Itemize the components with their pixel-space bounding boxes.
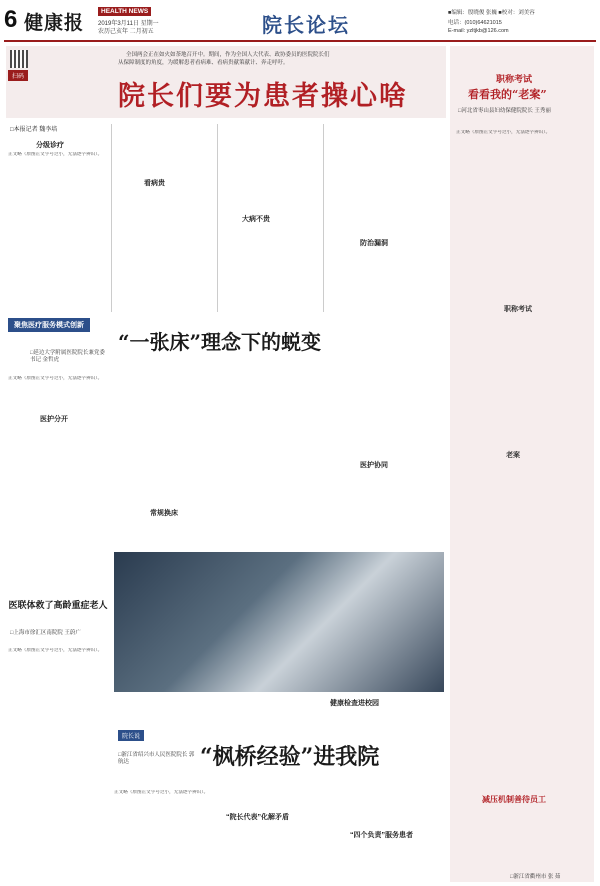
lead-body-col-3b	[220, 226, 320, 312]
lead-body-col-4	[326, 124, 444, 234]
banner-summary-1: 全国两会正在如火如荼地召开中。期间，作为全国人大代表、政协委员的医院院长们	[126, 52, 330, 58]
lead-body-col-2b	[114, 190, 214, 312]
sidebar-body-2	[456, 318, 588, 446]
column-rule	[217, 124, 218, 312]
sidebar-subhead-2: 老案	[506, 452, 520, 459]
lead-byline: □本报记者 魏李培	[10, 127, 58, 133]
main-headline: 院长们要为患者操心啥	[118, 81, 408, 112]
page-number: 6	[4, 6, 18, 33]
section-one-subhead-3: 医护协同	[360, 462, 388, 469]
section-two-body-1: 正文略（原图正文字号过小，无法逐字辨识）。	[114, 790, 209, 795]
qr-code-icon	[10, 50, 28, 68]
section-one-body-4	[114, 520, 214, 548]
section-two-subhead-2: “四个负责”服务患者	[350, 832, 413, 839]
masthead	[0, 0, 600, 42]
section-one-body-7	[326, 472, 444, 548]
section-two-body-3	[220, 824, 320, 880]
sidebar-subhead-1: 职称考试	[504, 306, 532, 313]
section-two-tag: 院长说	[118, 730, 144, 741]
lunar-date: 农历己亥年 二月初五	[98, 29, 154, 35]
section-one-body-3	[114, 356, 214, 506]
section-one-bar: 聚焦医疗服务模式创新	[8, 318, 90, 332]
section-one-subhead-1: 医护分开	[40, 416, 68, 423]
section-two-headline: “枫桥经验”进我院	[200, 744, 380, 770]
section-one-body-1: 正文略（原图正文字号过小，无法逐字辨识）。	[8, 376, 103, 381]
section-one-headline: “一张床”理念下的蜕变	[118, 330, 322, 354]
lead-subhead-3: 大病不贵	[242, 216, 270, 223]
section-two-body-5	[326, 842, 444, 880]
school-checkup-photo	[114, 552, 444, 692]
paper-name-en: HEALTH NEWS	[98, 7, 151, 16]
sidebar-body-4	[456, 666, 588, 786]
lead-body-col-3	[220, 124, 320, 210]
lead-body-col-2	[114, 124, 214, 174]
column-rule	[323, 124, 324, 312]
section-one-byline: □延边大学附属医院院长兼党委书记 金哲虎	[30, 350, 105, 363]
lead-body-col-1: 正文略（原图正文字号过小，无法逐字辨识）。	[8, 152, 103, 157]
date-line: 2019年3月11日 星期一	[98, 21, 159, 27]
photo-caption: 健康检查进校园	[330, 698, 379, 707]
contact-line-3: E-mail: yzltjkb@126.com	[448, 28, 509, 34]
section-two-byline: □浙江省绍兴市人民医院院长 郭航达	[118, 752, 195, 765]
left-mid-body: 正文略（原图正文字号过小，无法逐字辨识）。	[8, 648, 103, 653]
column-title: 院长论坛	[262, 13, 350, 37]
sidebar-bottom-headline: 减压机制善待员工	[482, 794, 546, 804]
section-one-body-6	[326, 356, 444, 456]
lead-body-col-4b	[326, 250, 444, 312]
contact-line-2: 电话：(010)64621015	[448, 20, 502, 26]
lead-subhead-2: 看病贵	[144, 180, 165, 187]
left-mid-byline: □上海市徐汇区南院院 王蔚广	[10, 630, 81, 636]
section-one-body-2	[8, 426, 108, 594]
sidebar-column-label: 职称考试	[496, 75, 533, 85]
lead-subhead-4: 防治漏洞	[360, 240, 388, 247]
sidebar-byline: □河北省枣山县妇幼保健院院长 王秀丽	[458, 108, 551, 114]
section-two-subhead-1: “院长代表”化解矛盾	[226, 814, 289, 821]
scan-tag: 扫码	[8, 70, 28, 81]
sidebar-body-3	[456, 464, 588, 650]
sidebar-body-1: 正文略（原图正文字号过小，无法逐字辨识）。	[456, 130, 551, 135]
section-one-subhead-2: 常规换床	[150, 510, 178, 517]
section-one-body-5	[220, 356, 320, 548]
top-banner	[6, 46, 446, 118]
section-two-body-4	[326, 790, 444, 826]
left-mid-headline: 医联体救了高龄重症老人	[8, 601, 108, 611]
section-two-body-2	[220, 790, 320, 810]
contact-line-1: ■编辑：殷晓俊 张巍 ■校对：刘美容	[448, 10, 535, 16]
lead-subhead-1: 分级诊疗	[36, 142, 64, 149]
sidebar-headline: 看看我的“老案”	[468, 88, 547, 101]
column-rule	[111, 124, 112, 312]
sidebar-bottom-byline: □浙江省衢州市 张 茹	[510, 874, 561, 880]
paper-name: 健康报	[24, 12, 85, 34]
banner-summary-2: 从保障制度的角度，为缓解患者看病难、看病贵献策献计、奔走呼吁。	[118, 60, 289, 66]
sidebar-body-5	[456, 808, 588, 868]
right-sidebar	[450, 46, 594, 882]
masthead-rule	[4, 40, 596, 42]
